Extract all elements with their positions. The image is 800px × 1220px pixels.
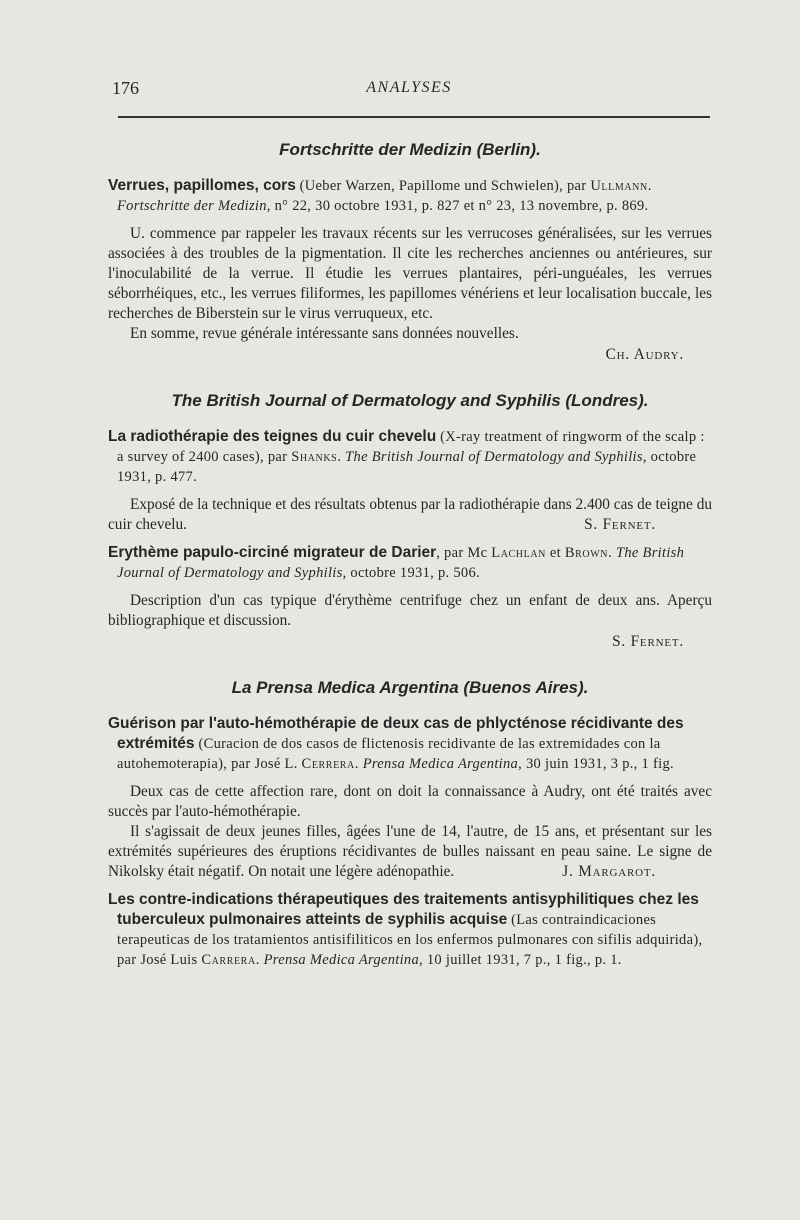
article-reference	[108, 543, 712, 583]
page-header	[108, 76, 710, 106]
reviewer-signature: Ch. Audry.	[605, 346, 684, 363]
ref-text: , octobre 1931, p. 506.	[342, 565, 480, 581]
author-name: Ullmann	[590, 178, 648, 194]
ref-text: , n° 22, 30 octobre 1931, p. 827 et n° 23, 13 novembre, p. 869.	[266, 198, 649, 214]
ref-text: .	[255, 952, 264, 968]
ref-text: (Las contraindicaciones terapeuticas de los tratamientos antisifiliticos en los enfermos pulmonares con sifilis adquirida), par José Luis	[117, 912, 703, 968]
author-name: Carrera	[201, 952, 256, 968]
abstract-paragraph: Description d'un cas typique d'érythème centrifuge chez un enfant de deux ans. Aperçu bibliographique et discussion.	[108, 592, 712, 629]
journal-citation: Prensa Medica Argentina	[263, 952, 420, 968]
page-content	[108, 130, 712, 970]
ref-text: .	[337, 449, 346, 465]
abstract-text: Il s'agissait de deux jeunes filles, âgées l'une de 14, l'autre, de 15 ans, et présentant sur les extrémités supérieures des éruptions récidivantes de bulles naissant en peau saine. Le signe de Nikolsky était négatif. On notait une légère adénopathie.	[108, 823, 712, 880]
journal-citation: Fortschritte der Medizin	[117, 198, 267, 214]
journal-citation: The British Journal of Dermatology and Syphilis	[117, 545, 685, 581]
page-number: 176	[112, 78, 139, 98]
article-title: Erythème papulo-circiné migrateur de Darier	[108, 544, 437, 561]
reviewer-signature: S. Fernet.	[584, 516, 656, 533]
article-reference	[108, 890, 712, 970]
ref-text: (X-ray treatment of ringworm of the scalp : a survey of 2400 cases), par	[117, 429, 705, 465]
abstract-paragraph: Deux cas de cette affection rare, dont on doit la connaissance à Audry, ont été traités avec succès par l'auto-hémothérapie.	[108, 783, 712, 820]
header-rule	[118, 116, 710, 118]
ref-text: , 30 juin 1931, 3 p., 1 fig.	[518, 756, 674, 772]
running-head: ANALYSES	[366, 79, 452, 96]
ref-text: .	[354, 756, 363, 772]
journal-heading: Fortschritte der Medizin (Berlin).	[279, 140, 541, 159]
author-name: Cerrera	[301, 756, 355, 772]
abstract-text: Exposé de la technique et des résultats obtenus par la radiothérapie dans 2.400 cas de teigne du cuir chevelu.	[108, 496, 712, 533]
ref-text: .	[608, 545, 616, 561]
ref-text: .	[647, 178, 652, 194]
article-title: Guérison par l'auto-hémothérapie de deux cas de phlycténose récidivante des extrémités	[108, 715, 684, 752]
reviewer-signature: J. Margarot.	[562, 863, 656, 880]
ref-text: , par Mc	[436, 545, 492, 561]
article-reference	[108, 714, 712, 774]
reviewer-signature: S. Fernet.	[612, 633, 684, 650]
article-title: Les contre-indications thérapeutiques des traitements antisyphilitiques chez les tuberculeux pulmonaires atteints de syphilis acquise	[108, 891, 699, 928]
author-name: Shanks	[291, 449, 338, 465]
article-reference	[108, 176, 712, 216]
ref-text: et	[545, 545, 565, 561]
journal-heading: The British Journal of Dermatology and Syphilis (Londres).	[171, 391, 649, 410]
abstract-paragraph: En somme, revue générale intéressante sans données nouvelles.	[130, 325, 519, 342]
ref-text: (Curacion de dos casos de flictenosis recidivante de las extremidades con la autohemoterapia), par José L.	[117, 736, 661, 772]
journal-heading: La Prensa Medica Argentina (Buenos Aires).	[231, 678, 589, 697]
article-title: Verrues, papillomes, cors	[108, 177, 296, 194]
ref-text: (Ueber Warzen, Papillome und Schwielen), par	[299, 178, 591, 194]
author-name: Lachlan	[491, 545, 546, 561]
article-title: La radiothérapie des teignes du cuir chevelu	[108, 428, 437, 445]
ref-text: , 10 juillet 1931, 7 p., 1 fig., p. 1.	[419, 952, 622, 968]
article-reference	[108, 427, 712, 487]
journal-citation: The British Journal of Dermatology and Syphilis	[345, 449, 643, 465]
abstract-paragraph	[108, 495, 712, 535]
abstract-paragraph: U. commence par rappeler les travaux récents sur les verrucoses généralisées, sur les verrues associées à des troubles de la pigmentation. Il cite les recherches anciennes ou antérieures, sur l'inoculabilité de la verrue. Il étudie les verrues plantaires, péri-unguéales, les verrues séborrhéiques, etc., les verrues filiformes, les papillomes vénériens et leur localisation buccale, les recherches de Biberstein sur le virus verruqueux, etc.	[108, 225, 712, 322]
ref-text: , octobre 1931, p. 477.	[117, 449, 697, 485]
journal-citation: Prensa Medica Argentina	[362, 756, 519, 772]
author-name: Brown	[564, 545, 609, 561]
abstract-paragraph	[108, 822, 712, 882]
